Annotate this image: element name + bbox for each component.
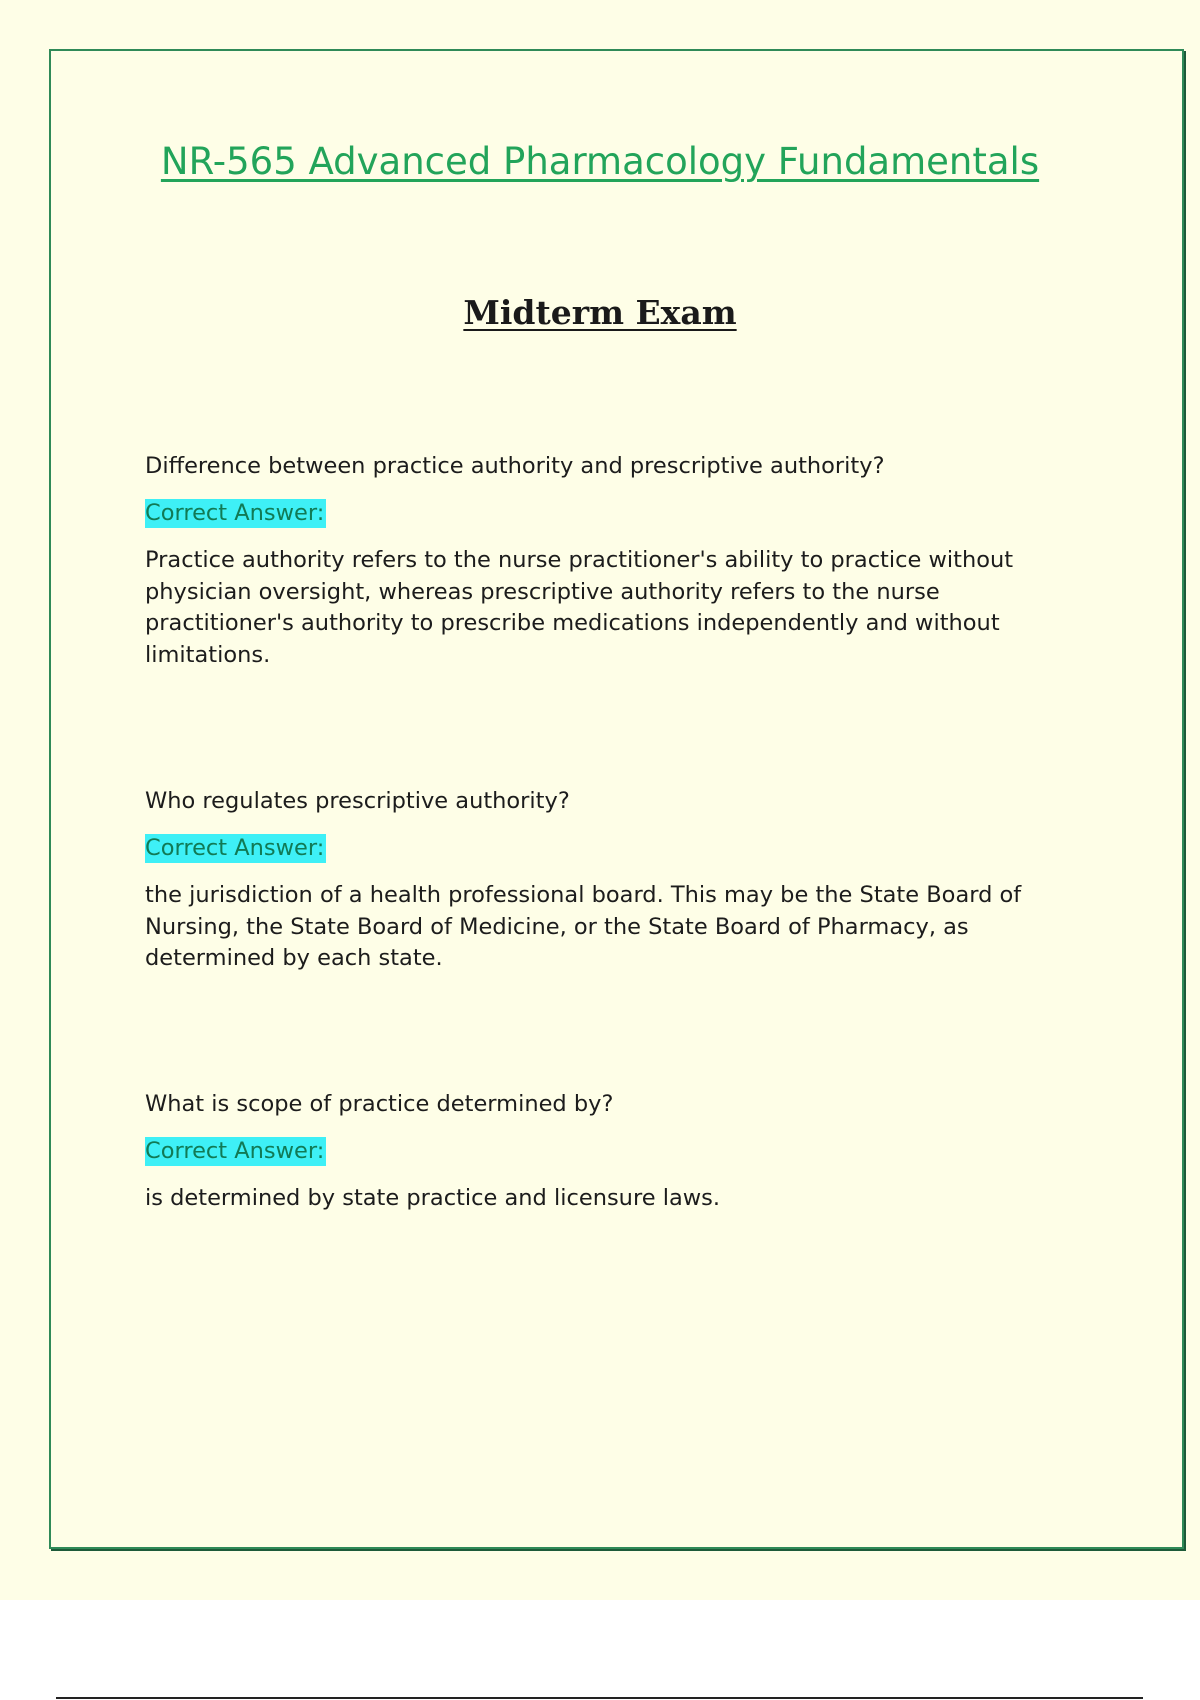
document-title-text: NR-565 Advanced Pharmacology Fundamentals: [160, 140, 1040, 183]
document-subtitle: [0, 293, 1200, 332]
document-title: [0, 140, 1200, 183]
correct-answer-label: Correct Answer:: [145, 1138, 325, 1164]
answer-text: the jurisdiction of a health professional board. This may be the State Board of Nursing, the State Board of Medicine, or the State Board of Pharmacy, as determined by each state.: [145, 882, 1022, 971]
next-page-rule: [56, 1697, 1143, 1699]
qa-item-2: [145, 786, 1085, 975]
correct-answer-label: Correct Answer:: [145, 500, 325, 526]
question-text: Difference between practice authority and prescriptive authority?: [145, 453, 885, 479]
answer-text: is determined by state practice and licensure laws.: [145, 1185, 721, 1211]
document-subtitle-text: Midterm Exam: [463, 293, 737, 332]
question-text: What is scope of practice determined by?: [145, 1091, 614, 1117]
answer-text: Practice authority refers to the nurse practitioner's ability to practice without physician oversight, whereas prescriptive authority refers to the nurse practitioner's authority to prescribe medications independently and without limitations.: [145, 547, 1014, 668]
correct-answer-label: Correct Answer:: [145, 835, 325, 861]
qa-item-3: [145, 1089, 1085, 1215]
qa-item-1: [145, 451, 1085, 671]
question-text: Who regulates prescriptive authority?: [145, 788, 570, 814]
